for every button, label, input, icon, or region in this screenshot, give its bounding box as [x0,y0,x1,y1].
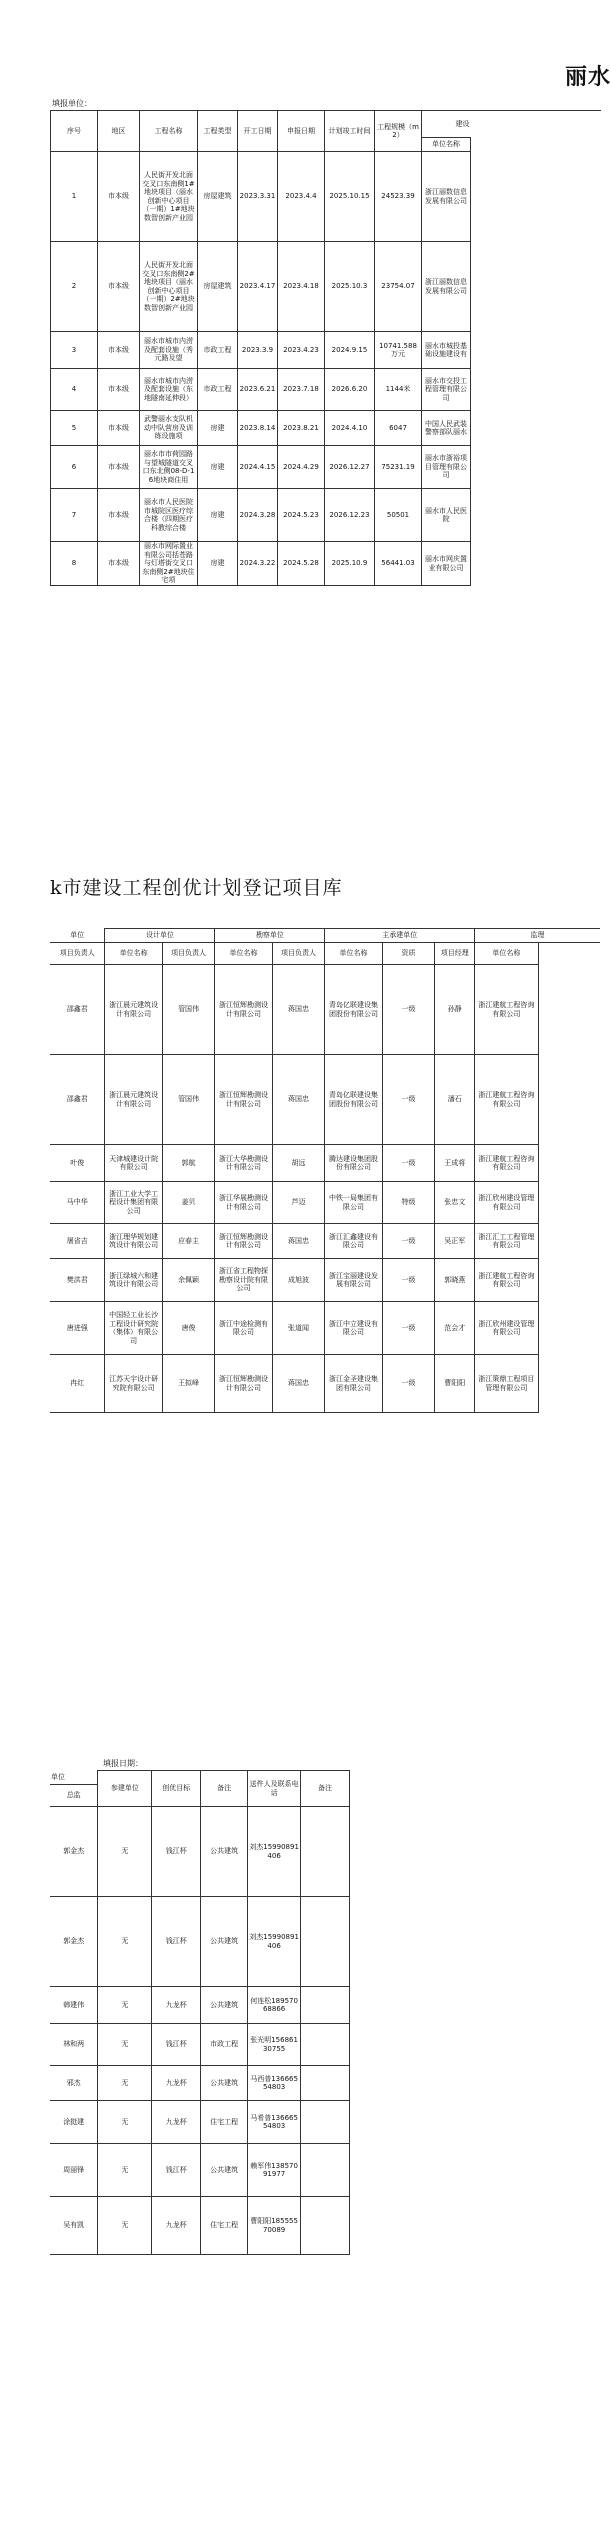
cell-project-type: 房建 [198,446,238,489]
cell-survey-lead: 成旭波 [272,1259,325,1302]
header-supervision-name: 单位名称 [475,943,539,965]
cell-survey-name: 浙江中途检测有限公司 [215,1302,272,1355]
cell-design-lead: 王拟峰 [162,1355,215,1413]
cell-project-name: 丽水市城市内涝及配套设施（东地隧南延伸段） [140,369,198,411]
group-survey: 勘察单位 [215,929,325,943]
cell-lead: 叶俊 [50,1145,105,1182]
cell-report-date: 2024.5.23 [278,489,325,542]
cell-scale: 24523.39 [375,152,422,242]
cell-start-date: 2024.3.22 [238,542,278,586]
header-start-date: 开工日期 [238,111,278,152]
header-remark: 备注 [201,1771,248,1807]
cell-remark2 [301,1987,350,2024]
cell-design-lead: 管国伟 [162,1055,215,1145]
cell-start-date: 2024.3.28 [238,489,278,542]
cell-project-name: 丽水市人民医院市城院区医疗综合楼（四期医疗科教综合楼 [140,489,198,542]
cell-contact: 刘杰15990891406 [248,1897,301,1987]
cell-start-date: 2023.3.9 [238,332,278,369]
cell-no: 4 [51,369,98,411]
cell-remark2 [301,2024,350,2066]
cell-target: 钱江杯 [152,1897,201,1987]
header-finish-date: 计划竣工时间 [325,111,375,152]
cell-finish-date: 2026.12.23 [325,489,375,542]
group-supervision: 监理 [475,929,600,943]
page2-title: k市建设工程创优计划登记项目库 [50,877,343,899]
cell-main-qual: 一级 [382,1302,435,1355]
cell-finish-date: 2025.10.9 [325,542,375,586]
cell-remark: 公共建筑 [201,1807,248,1897]
header-report-date: 申报日期 [278,111,325,152]
cell-design-name: 江苏天宇设计研究院有限公司 [105,1355,162,1413]
cell-partner: 无 [98,1897,152,1987]
cell-target: 九龙杯 [152,1987,201,2024]
cell-remark: 公共建筑 [201,2144,248,2197]
cell-design-name: 浙江晨元建筑设计有限公司 [105,1055,162,1145]
project-table-page1 [50,110,601,586]
cell-unit: 丽水市交投工程管理有限公司 [422,369,471,411]
cell-remark: 住宅工程 [201,2197,248,2255]
cell-contact: 马希普13666554803 [248,2101,301,2144]
cell-design-name: 浙江绿城六和建筑设计有限公司 [105,1259,162,1302]
cell-project-type: 房建 [198,411,238,446]
table-row [51,332,601,369]
table-row [51,369,601,411]
cell-start-date: 2023.4.17 [238,242,278,332]
cell-region: 市本级 [98,489,140,542]
cell-main-pm: 潘石 [435,1055,475,1145]
cell-director: 郭金杰 [50,1897,98,1987]
cell-lead: 马中华 [50,1182,105,1224]
header-partner: 参建单位 [98,1771,152,1807]
cell-partner: 无 [98,2066,152,2101]
cell-main-pm: 吴正军 [435,1224,475,1259]
cell-finish-date: 2026.6.20 [325,369,375,411]
cell-project-name: 武警丽水支队机动中队营房及训练设施项 [140,411,198,446]
cell-main-qual: 一级 [382,1055,435,1145]
header-main-name: 单位名称 [325,943,382,965]
cell-start-date: 2024.4.15 [238,446,278,489]
cell-survey-lead: 芦迈 [272,1182,325,1224]
cell-supervision-name: 浙江建航工程咨询有限公司 [475,1055,539,1145]
cell-supervision-name: 浙江汇工工程管理有限公司 [475,1224,539,1259]
cell-main-name: 浙江中立建设有限公司 [325,1302,382,1355]
table-row [50,1145,600,1182]
table-row [50,1897,350,1987]
cell-design-lead: 应春主 [162,1224,215,1259]
table-row [50,1259,600,1302]
cell-remark2 [301,2101,350,2144]
cell-remark: 市政工程 [201,2024,248,2066]
header-target: 创优目标 [152,1771,201,1807]
cell-survey-name: 浙江省工程物探勘察设计院有限公司 [215,1259,272,1302]
cell-main-qual: 一级 [382,965,435,1055]
cell-start-date: 2023.8.14 [238,411,278,446]
cell-survey-lead: 蒋国忠 [272,1355,325,1413]
header-unit-name: 单位名称 [422,138,471,152]
table-row [50,2197,350,2255]
cell-design-lead: 余佩颖 [162,1259,215,1302]
group-design: 设计单位 [105,929,215,943]
header-unit: 单位 [50,1771,98,1785]
cell-remark: 公共建筑 [201,1897,248,1987]
cell-main-qual: 一级 [382,1224,435,1259]
cell-report-date: 2023.4.23 [278,332,325,369]
table-row [50,1224,600,1259]
table-row [50,2066,350,2101]
table-row [50,2144,350,2197]
cell-director: 林和两 [50,2024,98,2066]
cell-no: 2 [51,242,98,332]
cell-main-pm: 郭晓燕 [435,1259,475,1302]
cell-lead: 冉红 [50,1355,105,1413]
cell-survey-name: 浙江恒辉勘测设计有限公司 [215,965,272,1055]
cell-remark2 [301,1807,350,1897]
cell-remark2 [301,2066,350,2101]
cell-director: 涂挺建 [50,2101,98,2144]
header-lead: 项目负责人 [50,943,105,965]
cell-project-type: 房建 [198,542,238,586]
table-row [50,1182,600,1224]
cell-remark: 公共建筑 [201,2066,248,2101]
table-row [51,411,601,446]
cell-target: 九龙杯 [152,2101,201,2144]
cell-report-date: 2023.4.4 [278,152,325,242]
header-design-lead: 项目负责人 [162,943,215,965]
header-main-qual: 资质 [382,943,435,965]
table-row [51,446,601,489]
cell-no: 1 [51,152,98,242]
cell-contact: 曹阳阳18555570089 [248,2197,301,2255]
cell-region: 市本级 [98,152,140,242]
cell-main-name: 腾达建设集团股份有限公司 [325,1145,382,1182]
cell-unit: 浙江丽数信息发展有限公司 [422,242,471,332]
cell-finish-date: 2024.9.15 [325,332,375,369]
table-row [51,489,601,542]
cell-no: 3 [51,332,98,369]
cell-main-pm: 张忠文 [435,1182,475,1224]
cell-remark: 公共建筑 [201,1987,248,2024]
cell-scale: 10741.588万元 [375,332,422,369]
cell-report-date: 2023.4.18 [278,242,325,332]
cell-target: 钱江杯 [152,2144,201,2197]
cell-supervision-name: 浙江建航工程咨询有限公司 [475,1259,539,1302]
table-row [50,1055,600,1145]
cell-lead: 唐进强 [50,1302,105,1355]
cell-main-pm: 孙静 [435,965,475,1055]
cell-survey-name: 浙江大华勘测设计有限公司 [215,1145,272,1182]
cell-director: 邪杰 [50,2066,98,2101]
header-region: 地区 [98,111,140,152]
cell-survey-lead: 蒋国忠 [272,1224,325,1259]
cell-region: 市本级 [98,542,140,586]
cell-project-type: 房屋建筑 [198,242,238,332]
cell-lead: 邵鑫君 [50,965,105,1055]
cell-finish-date: 2026.12.27 [325,446,375,489]
cell-project-type: 市政工程 [198,332,238,369]
cell-main-qual: 一级 [382,1355,435,1413]
cell-scale: 6047 [375,411,422,446]
cell-project-name: 丽水市城市内涝及配套设施（秀元路及望 [140,332,198,369]
cell-report-date: 2023.7.18 [278,369,325,411]
cell-report-date: 2024.5.28 [278,542,325,586]
cell-region: 市本级 [98,332,140,369]
cell-main-name: 浙江金圣建设集团有限公司 [325,1355,382,1413]
cell-design-lead: 管国伟 [162,965,215,1055]
header-project-type: 工程类型 [198,111,238,152]
cell-main-pm: 王成将 [435,1145,475,1182]
cell-design-name: 天津城建设计院有限公司 [105,1145,162,1182]
cell-director: 吴有凯 [50,2197,98,2255]
cell-main-name: 浙江汇鑫建设有限公司 [325,1224,382,1259]
header-scale: 工程规模（m2） [375,111,422,152]
cell-start-date: 2023.3.31 [238,152,278,242]
cell-survey-name: 浙江华展勘测设计有限公司 [215,1182,272,1224]
project-table-page3 [50,1770,350,2255]
cell-supervision-name: 浙江建航工程咨询有限公司 [475,965,539,1055]
cell-start-date: 2023.6.21 [238,369,278,411]
cell-no: 6 [51,446,98,489]
cell-region: 市本级 [98,411,140,446]
cell-main-name: 青岛亿联建设集团股份有限公司 [325,965,382,1055]
cell-finish-date: 2025.10.15 [325,152,375,242]
cell-partner: 无 [98,1987,152,2024]
cell-project-name: 人民街开发北面交叉口东南侧1#地块项目（丽水创新中心项目（一期）1#地块数智创新产业园 [140,152,198,242]
table-row [51,152,601,242]
cell-survey-lead: 张道闻 [272,1302,325,1355]
cell-remark: 住宅工程 [201,2101,248,2144]
cell-contact: 张光明15686130755 [248,2024,301,2066]
table-row [50,2024,350,2066]
table-row [50,1987,350,2024]
header-director: 总监 [50,1785,98,1807]
fill-date-label: 填报日期： [103,1759,143,1768]
cell-main-pm: 曹阳阳 [435,1355,475,1413]
cell-main-name: 中铁一局集团有限公司 [325,1182,382,1224]
cell-design-name: 浙江工业大学工程设计集团有限公司 [105,1182,162,1224]
cell-partner: 无 [98,2144,152,2197]
cell-unit: 丽水市浙裕项目管理有限公司 [422,446,471,489]
cell-unit: 丽水市人民医院 [422,489,471,542]
cell-scale: 50501 [375,489,422,542]
cell-project-name: 人民街开发北面交叉口东南侧2#地块项目（丽水创新中心项目（一期）2#地块数智创新产业园 [140,242,198,332]
cell-region: 市本级 [98,369,140,411]
cell-report-date: 2023.8.21 [278,411,325,446]
table-row [50,1807,350,1897]
cell-scale: 56441.03 [375,542,422,586]
cell-contact: 何连松18957068866 [248,1987,301,2024]
header-main-pm: 项目经理 [435,943,475,965]
table-row [50,965,600,1055]
cell-partner: 无 [98,1807,152,1897]
cell-unit: 丽水市网庆置业有限公司 [422,542,471,586]
project-table-page2 [50,928,600,1413]
header-no: 序号 [51,111,98,152]
cell-survey-name: 浙江恒辉勘测设计有限公司 [215,1355,272,1413]
cell-design-name: 中国轻工业长沙工程设计研究院（集体）有限公司 [105,1302,162,1355]
header-remark2: 备注 [301,1771,350,1807]
header-survey-name: 单位名称 [215,943,272,965]
cell-survey-lead: 蒋国忠 [272,1055,325,1145]
header-unit: 单位 [50,929,105,943]
cell-project-type: 房屋建筑 [198,152,238,242]
cell-design-name: 浙江晨元建筑设计有限公司 [105,965,162,1055]
cell-finish-date: 2024.4.10 [325,411,375,446]
cell-director: 郭金杰 [50,1807,98,1897]
cell-design-lead: 郭航 [162,1145,215,1182]
cell-main-name: 青岛亿联建设集团股份有限公司 [325,1055,382,1145]
cell-report-date: 2024.4.29 [278,446,325,489]
group-main-contractor: 主承建单位 [325,929,475,943]
cell-scale: 23754.07 [375,242,422,332]
cell-survey-name: 浙江恒辉勘测设计有限公司 [215,1055,272,1145]
cell-contact: 马西普13666554803 [248,2066,301,2101]
cell-project-type: 房建 [198,489,238,542]
cell-contact: 赖军伟13857091977 [248,2144,301,2197]
cell-lead: 樊洪君 [50,1259,105,1302]
cell-main-qual: 特级 [382,1182,435,1224]
cell-remark2 [301,2197,350,2255]
cell-unit: 中国人民武装警察部队丽水 [422,411,471,446]
table-row [50,1302,600,1355]
header-project-name: 工程名称 [140,111,198,152]
cell-scale: 75231.19 [375,446,422,489]
cell-finish-date: 2025.10.3 [325,242,375,332]
cell-target: 钱江杯 [152,1807,201,1897]
table-row [51,542,601,586]
table-row [50,2101,350,2144]
cell-region: 市本级 [98,446,140,489]
cell-partner: 无 [98,2024,152,2066]
cell-survey-lead: 胡远 [272,1145,325,1182]
cell-scale: 1144米 [375,369,422,411]
cell-contact: 刘杰15990891406 [248,1807,301,1897]
cell-no: 5 [51,411,98,446]
cell-main-qual: 一级 [382,1259,435,1302]
cell-no: 8 [51,542,98,586]
cell-survey-name: 浙江恒辉勘测设计有限公司 [215,1224,272,1259]
table-row [51,242,601,332]
cell-main-pm: 范会才 [435,1302,475,1355]
filler-unit-label: 填报单位： [52,99,92,108]
cell-remark2 [301,1897,350,1987]
cell-lead: 屠省吉 [50,1224,105,1259]
cell-target: 九龙杯 [152,2197,201,2255]
cell-remark2 [301,2144,350,2197]
header-build-unit: 建设 [422,111,471,138]
cell-project-name: 丽水市网际置业有限公司括苍路与灯塔街交叉口东南侧2#地块住宅项 [140,542,198,586]
cell-target: 钱江杯 [152,2024,201,2066]
header-contact: 送件人及联系电话 [248,1771,301,1807]
cell-design-name: 浙江理华规划建筑设计有限公司 [105,1224,162,1259]
cell-main-name: 浙江宝丽建设发展有限公司 [325,1259,382,1302]
cell-partner: 无 [98,2197,152,2255]
cell-main-qual: 一级 [382,1145,435,1182]
page1-title-fragment: 丽水 [565,64,611,90]
cell-design-lead: 姜贝 [162,1182,215,1224]
table-row [50,1355,600,1413]
cell-unit: 丽水市城投基础设施建设有 [422,332,471,369]
cell-unit: 浙江丽数信息发展有限公司 [422,152,471,242]
cell-region: 市本级 [98,242,140,332]
cell-survey-lead: 蒋国忠 [272,965,325,1055]
header-design-name: 单位名称 [105,943,162,965]
cell-partner: 无 [98,2101,152,2144]
cell-target: 九龙杯 [152,2066,201,2101]
cell-project-name: 丽水市市荷园路与望城隧道交叉口东北侧08-D-16地块商住用 [140,446,198,489]
header-survey-lead: 项目负责人 [272,943,325,965]
cell-supervision-name: 浙江欣州建设管理有限公司 [475,1302,539,1355]
cell-director: 周丽锋 [50,2144,98,2197]
cell-director: 韩建伟 [50,1987,98,2024]
cell-design-lead: 唐俊 [162,1302,215,1355]
cell-project-type: 市政工程 [198,369,238,411]
cell-lead: 邵鑫君 [50,1055,105,1145]
cell-no: 7 [51,489,98,542]
cell-supervision-name: 浙江策鼎工程项目管理有限公司 [475,1355,539,1413]
cell-supervision-name: 浙江欣州建设管理有限公司 [475,1182,539,1224]
cell-supervision-name: 浙江建航工程咨询有限公司 [475,1145,539,1182]
